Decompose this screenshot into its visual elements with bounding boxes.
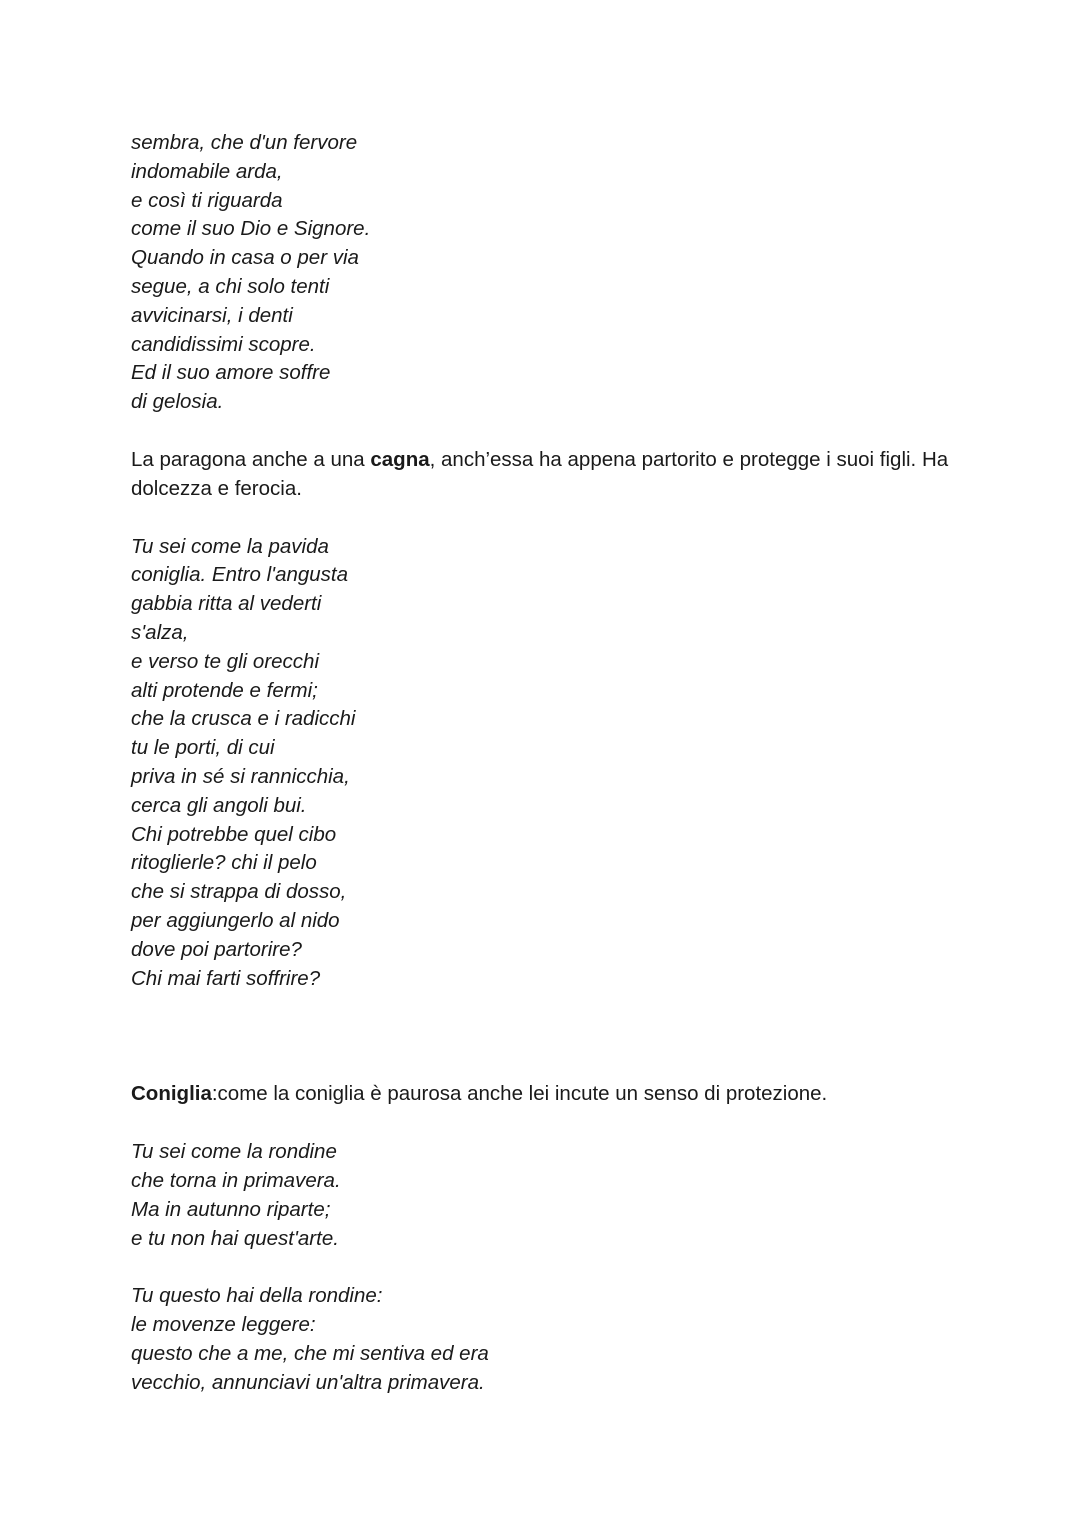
verse-line: Tu questo hai della rondine:: [131, 1284, 383, 1308]
poem-stanza-cagna: [131, 129, 951, 417]
verse-line: coniglia. Entro l'angusta: [131, 563, 349, 587]
verse-line: s'alza,: [131, 620, 189, 644]
poem-stanza-rondine-2: [131, 1282, 951, 1397]
verse-line: Quando in casa o per via: [131, 246, 359, 270]
verse-line: le movenze leggere:: [131, 1313, 316, 1337]
verse-line: per aggiungerlo al nido: [131, 908, 340, 932]
verse-line: segue, a chi solo tenti: [131, 274, 330, 298]
verse-line: questo che a me, che mi sentiva ed era: [131, 1341, 489, 1365]
verse-line: sembra, che d'un fervore: [131, 131, 358, 154]
verse-line: Ma in autunno riparte;: [131, 1197, 331, 1221]
verse-line: priva in sé si rannicchia,: [131, 764, 350, 788]
verse-line: Ed il suo amore soffre: [131, 361, 331, 385]
verse-line: che la crusca e i radicchi: [131, 707, 356, 731]
commentary-keyword: cagna: [370, 447, 430, 471]
commentary-coniglia: [131, 1080, 951, 1109]
verse-line: ritoglierle? chi il pelo: [131, 851, 317, 875]
verse-line: di gelosia.: [131, 390, 224, 414]
verse-line: e tu non hai quest'arte.: [131, 1226, 339, 1250]
verse-line: che si strappa di dosso,: [131, 880, 347, 904]
commentary-cagna: [131, 446, 951, 504]
verse-line: cerca gli angoli bui.: [131, 793, 307, 817]
verse-line: Tu sei come la rondine: [131, 1140, 337, 1164]
verse-line: indomabile arda,: [131, 159, 283, 183]
verse-line: che torna in primavera.: [131, 1168, 341, 1192]
verse-line: vecchio, annunciavi un'altra primavera.: [131, 1370, 485, 1394]
commentary-keyword: Coniglia: [131, 1082, 212, 1106]
commentary-text: La paragona anche a una: [131, 447, 371, 471]
verse-line: candidissimi scopre.: [131, 332, 316, 356]
verse-line: alti protende e fermi;: [131, 678, 318, 702]
verse-line: Chi mai farti soffrire?: [131, 966, 321, 990]
verse-line: come il suo Dio e Signore.: [131, 217, 371, 241]
verse-line: Tu sei come la pavida: [131, 534, 329, 558]
verse-line: gabbia ritta al vederti: [131, 592, 322, 616]
verse-line: Chi potrebbe quel cibo: [131, 822, 337, 846]
verse-line: dove poi partorire?: [131, 937, 302, 961]
verse-line: e verso te gli orecchi: [131, 649, 320, 673]
poem-stanza-coniglia: [131, 533, 951, 994]
verse-line: tu le porti, di cui: [131, 736, 275, 760]
poem-stanza-rondine: [131, 1138, 951, 1253]
verse-line: avvicinarsi, i denti: [131, 303, 293, 327]
commentary-text: , anch’essa ha appena partorito e protegge i suoi figli. Ha dolcezza e ferocia.: [131, 447, 949, 500]
commentary-text: :come la coniglia è paurosa anche lei incute un senso di protezione.: [211, 1082, 828, 1106]
document-page: [131, 129, 951, 1397]
verse-line: e così ti riguarda: [131, 188, 283, 212]
